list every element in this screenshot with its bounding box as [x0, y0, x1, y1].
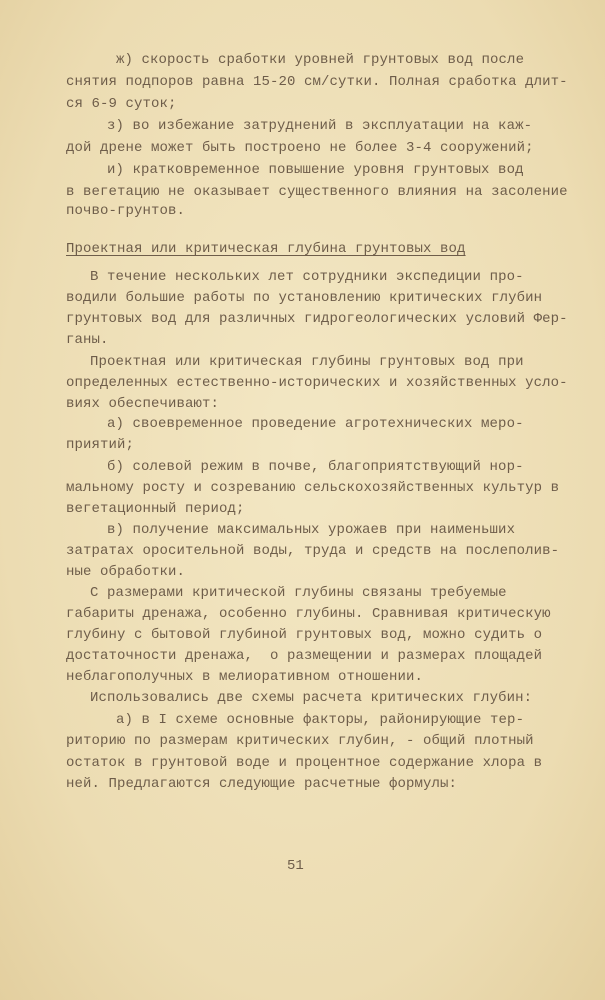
text-line: Проектная или критическая глубины грунтовых вод при	[90, 354, 524, 370]
text-line: и) кратковременное повышение уровня грунтовых вод	[107, 162, 524, 178]
text-line: в вегетацию не оказывает существенного влияния на засоление	[66, 184, 568, 200]
text-line: определенных естественно-исторических и хозяйственных усло-	[66, 375, 568, 391]
text-line: снятия подпоров равна 15-20 см/сутки. Полная сработка длит-	[66, 74, 568, 90]
text-line: вегетационный период;	[66, 501, 245, 517]
text-line: ные обработки.	[66, 564, 186, 580]
text-line: дой дрене может быть построено не более 3-4 сооружений;	[66, 140, 534, 156]
text-line: габариты дренажа, особенно глубины. Сравнивая критическую	[66, 606, 551, 622]
text-line: Использовались две схемы расчета критических глубин:	[90, 690, 533, 706]
text-line: а) в I схеме основные факторы, районирующие тер-	[116, 712, 525, 728]
text-line: ганы.	[66, 332, 109, 348]
section-heading: Проектная или критическая глубина грунтовых вод	[66, 241, 466, 257]
text-line: б) солевой режим в почве, благоприятствующий нор-	[107, 459, 524, 475]
text-line: глубину с бытовой глубиной грунтовых вод, можно судить о	[66, 627, 543, 643]
text-line: ж) скорость сработки уровней грунтовых вод после	[116, 52, 525, 68]
text-line: остаток в грунтовой воде и процентное содержание хлора в	[66, 755, 543, 771]
text-line: почво-грунтов.	[66, 203, 186, 219]
text-line: риторию по размерам критических глубин, - общий плотный	[66, 733, 534, 749]
text-line: грунтовых вод для различных гидрогеологических условий Фер-	[66, 311, 568, 327]
text-line: а) своевременное проведение агротехнических меро-	[107, 416, 524, 432]
text-line: в) получение максимальных урожаев при наименьших	[107, 522, 516, 538]
text-line: виях обеспечивают:	[66, 396, 220, 412]
text-line: С размерами критической глубины связаны требуемые	[90, 585, 507, 601]
text-line: приятий;	[66, 437, 135, 453]
text-line: затратах оросительной воды, труда и средств на послеполив-	[66, 543, 560, 559]
text-line: В течение нескольких лет сотрудники экспедиции про-	[90, 269, 524, 285]
text-line: з) во избежание затруднений в эксплуатации на каж-	[107, 118, 533, 134]
text-line: мальному росту и созреванию сельскохозяйственных культур в	[66, 480, 560, 496]
text-line: ся 6-9 суток;	[66, 96, 177, 112]
page-number: 51	[287, 858, 304, 874]
text-line: ней. Предлагаются следующие расчетные формулы:	[66, 776, 458, 792]
text-line: неблагополучных в мелиоративном отношении.	[66, 669, 424, 685]
text-line: достаточности дренажа, о размещении и размерах площадей	[66, 648, 543, 664]
text-line: водили большие работы по установлению критических глубин	[66, 290, 543, 306]
